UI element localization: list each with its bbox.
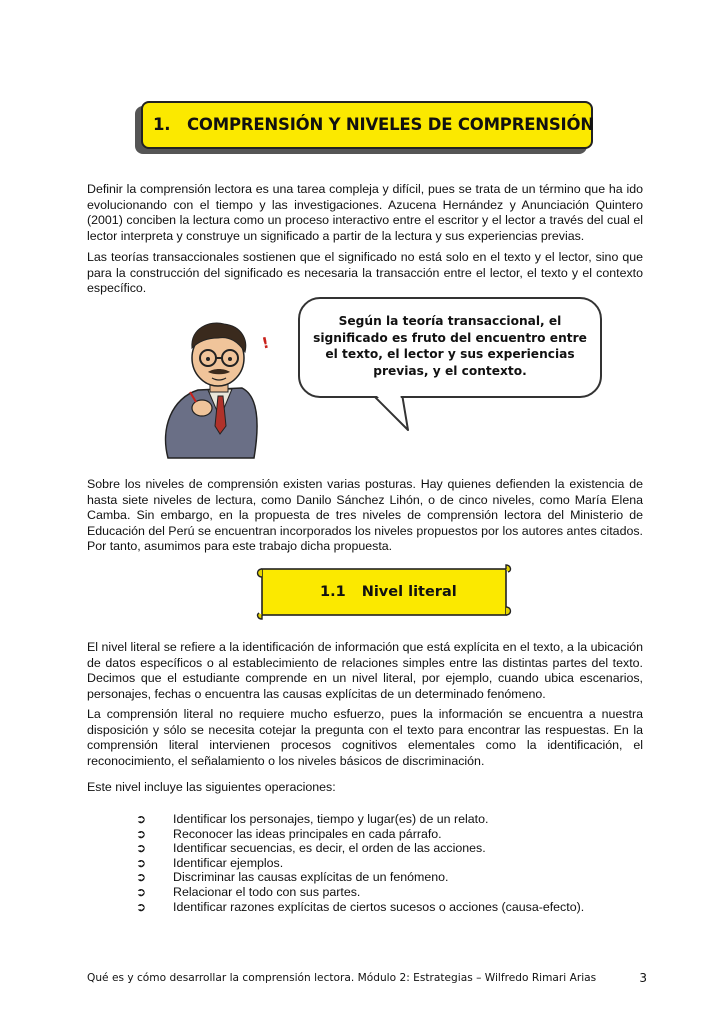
arrow-bullet-icon: ➲: [136, 826, 147, 841]
list-item-text: Relacionar el todo con sus partes.: [173, 884, 361, 899]
section-heading-number: 1.: [153, 115, 171, 134]
arrow-bullet-icon: ➲: [136, 812, 147, 826]
list-item-text: Reconocer las ideas principales en cada párrafo.: [173, 826, 442, 841]
page-footer: [87, 972, 647, 988]
list-item-text: Identificar los personajes, tiempo y lugar(es) de un relato.: [173, 812, 489, 826]
speech-bubble-text: Según la teoría transaccional, el significado es fruto del encuentro entre el texto, el lector y sus experiencias previas, y el contexto.: [313, 314, 587, 378]
arrow-bullet-icon: ➲: [136, 884, 147, 899]
list-item-text: Identificar razones explícitas de ciertos sucesos o acciones (causa-efecto).: [173, 899, 585, 914]
paragraph-literal-effort: La comprensión literal no requiere mucho esfuerzo, pues la información se encuentra a nuestra disposición y sólo se necesita cotejar la pregunta con el texto para encontrar las respuestas. En la comprensión literal intervienen procesos cognitivos elementales como la identificación, el reconocimiento, el señalamiento o los niveles básicos de discriminación.: [87, 707, 643, 768]
arrow-bullet-icon: ➲: [136, 855, 147, 870]
paragraph-definition: Definir la comprensión lectora es una tarea compleja y difícil, pues se trata de un término que ha ido evolucionando con el tiempo y las investigaciones. Azucena Hernández y Anunciación Quintero (2001) conciben la lectura como un proceso interactivo entre el escritor y el lector a través del cual el lector interpreta y construye un significado a partir de la lectura y sus experiencias previas.: [87, 182, 643, 243]
subsection-heading-box: [258, 568, 510, 616]
paragraph-levels-overview: Sobre los niveles de comprensión existen varias posturas. Hay quienes defienden la existencia de hasta siete niveles de lectura, como Danilo Sánchez Lihón, o de cinco niveles, como María Elena Camba. Sin embargo, en la propuesta de tres niveles de comprensión lectora del Ministerio de Educación del Perú se encuentran incorporados los niveles propuestos por los autores antes citados. Por tanto, asumimos para este trabajo dicha propuesta.: [87, 477, 643, 554]
list-item-text: Identificar ejemplos.: [173, 855, 284, 870]
exclamation-icon: !: [260, 333, 271, 353]
section-heading: [153, 115, 594, 134]
list-item-text: Discriminar las causas explícitas de un fenómeno.: [173, 870, 449, 885]
paragraph-operations-intro: Este nivel incluye las siguientes operaciones:: [87, 780, 336, 794]
subsection-title: Nivel literal: [361, 584, 457, 600]
list-item-text: Identificar secuencias, es decir, el orden de las acciones.: [173, 841, 486, 856]
speech-bubble: [298, 297, 602, 398]
section-heading-box: [141, 101, 593, 149]
section-heading-title: COMPRENSIÓN Y NIVELES DE COMPRENSIÓN: [187, 115, 594, 134]
arrow-bullet-icon: ➲: [136, 870, 147, 885]
footer-text: Qué es y cómo desarrollar la comprensión lectora. Módulo 2: Estrategias – Wilfredo Rimari Arias: [87, 972, 597, 984]
page-number: 3: [639, 971, 647, 985]
arrow-bullet-icon: ➲: [136, 841, 147, 856]
paragraph-literal-definition: El nivel literal se refiere a la identificación de información que está explícita en el texto, a la ubicación de datos específicos o al establecimiento de relaciones simples entre las distintas partes del texto. Decimos que el estudiante comprende en un nivel literal, por ejemplo, cuando ubica escenarios, personajes, fechas o encuentra las causas explícitas de un determinado fenómeno.: [87, 640, 643, 701]
subsection-heading: [320, 584, 457, 600]
cartoon-man-illustration: [150, 318, 290, 460]
subsection-number: 1.1: [320, 584, 346, 600]
paragraph-transactional-theories: Las teorías transaccionales sostienen que el significado no está solo en el texto y el lector, sino que para la construcción del significado es necesaria la transacción entre el lector, el texto y el contexto específico.: [87, 250, 643, 296]
arrow-bullet-icon: ➲: [136, 899, 147, 914]
